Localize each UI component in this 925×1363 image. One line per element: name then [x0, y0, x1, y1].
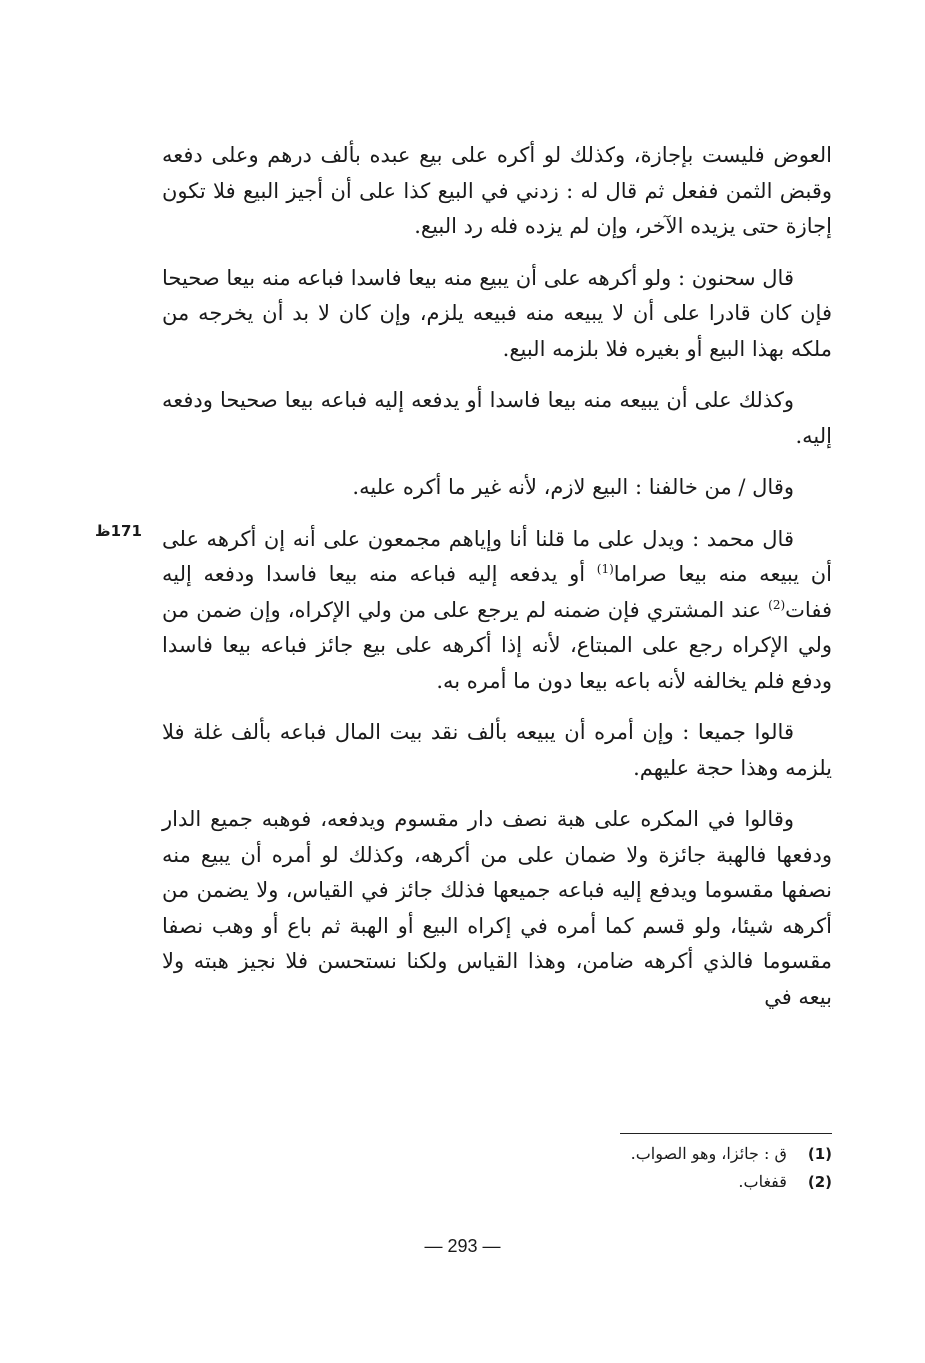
paragraph-6: قالوا جميعا : وإن أمره أن يبيعه بألف نقد بيت المال فباعه بألف غلة فلا يلزمه وهذا حجة عليهم.: [162, 720, 832, 780]
paragraph-5-part-1: قال محمد : ويدل على ما قلنا أنا وإياهم مجمعون على أنه إن أكرهه على أن يبيعه منه بيعا صراما: [162, 526, 832, 586]
footnotes: [332, 1140, 832, 1196]
paragraph-3: وكذلك على أن يبيعه منه بيعا فاسدا أو يدفعه إليه فباعه بيعا صحيحا ودفعه إليه.: [162, 388, 832, 448]
footnote-ref-2[interactable]: (2): [768, 597, 786, 612]
main-text: [162, 138, 832, 1031]
paragraph-5-part-3: عند المشتري فإن ضمنه لم يرجع على من ولي الإكراه، وإن ضمن من ولي الإكراه رجع على المبتاع، لأنه إذا أكرهه على بيع جائز فباعه بيعا فاسدا ودفع فلم يخالفه لأنه باعه بيعا دون ما أمره به.: [162, 597, 832, 693]
paragraph-7: وقالوا في المكره على هبة نصف دار مقسوم ويدفعه، فوهبه جميع الدار ودفعها فالهبة جائزة ولا ضمان على من أكرهه، وكذلك لو أمره أن يبيع منه نصفها مقسوما ويدفع إليه فباعه جميعها فذلك جائز في القياس، ولا يضمن من أكرهه شيئا، ولو قسم كما أمره في إكراه البيع أو الهبة ثم باع أو وهب نصفا مقسوما فالذي أكرهه ضامن، وهذا القياس ولكنا نستحسن فلا نجيز هبته ولا بيعه في: [162, 807, 832, 1009]
footnote-number: (2): [807, 1173, 832, 1191]
paragraph-2: قال سحنون : ولو أكرهه على أن يبيع منه بيعا فاسدا فباعه منه بيعا صحيحا فإن كان قادرا على أن لا يبيعه منه فبيعه يلزم، وإن كان لا بد أن يخرجه من ملكه بهذا البيع أو بغيره فلا بلزمه البيع.: [162, 265, 832, 361]
paragraph-5-part-2: أو يدفعه إليه فباعه منه بيعا فاسدا ودفعه إليه ففات: [162, 562, 832, 622]
footnote-text: ق : جائزا، وهو الصواب.: [630, 1144, 787, 1163]
footnote-1: [332, 1140, 832, 1168]
footnote-divider: [620, 1133, 832, 1134]
footnote-2: [332, 1168, 832, 1196]
footnote-number: (1): [807, 1145, 832, 1163]
margin-folio-note: 171ظ: [95, 522, 142, 540]
paragraph-4: وقال / من خالفنا : البيع لازم، لأنه غير ما أكره عليه.: [352, 475, 794, 499]
paragraph-5: [162, 522, 832, 700]
page-number: — 293 —: [424, 1236, 501, 1256]
footnote-text: قفغاب.: [738, 1172, 787, 1191]
paragraph-1: العوض فليست بإجازة، وكذلك لو أكره على بيع عبده بألف درهم وعلى دفعه وقبض الثمن ففعل ثم قال له : زدني في البيع كذا على أن أجيز البيع فلا تكون إجازة حتى يزيده الآخر، وإن لم يزده فله رد البيع.: [162, 143, 832, 238]
footnote-ref-1[interactable]: (1): [596, 562, 614, 576]
